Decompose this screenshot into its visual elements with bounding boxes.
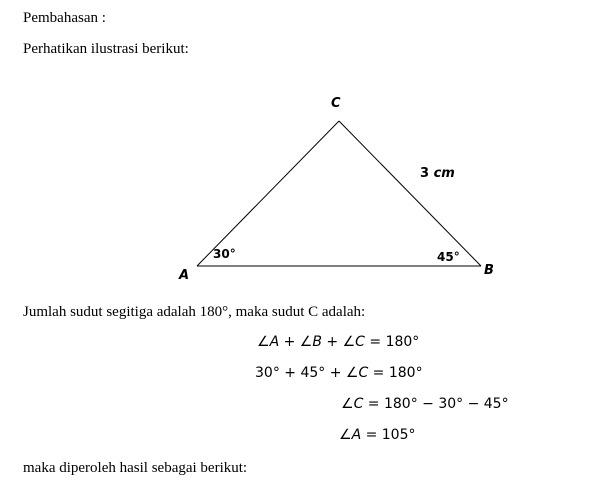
variable-a: A <box>351 427 362 443</box>
equation-rhs: = 180° − 30° − 45° <box>363 396 509 412</box>
side-label-bc <box>420 166 455 181</box>
equation-rhs: = 180° <box>368 365 423 381</box>
equation-line-1 <box>257 333 419 351</box>
angle-label-b: 45° <box>437 250 460 264</box>
vertex-label-b: B <box>484 263 494 278</box>
variable-c: C <box>358 365 369 381</box>
angle-symbol: ∠ <box>299 334 313 350</box>
vertex-label-a: A <box>179 268 190 283</box>
side-bc <box>339 121 481 266</box>
heading-text: Pembahasan : <box>23 10 106 26</box>
equation-line-2 <box>255 364 423 382</box>
angle-symbol: ∠ <box>257 334 270 350</box>
angle-symbol: ∠ <box>345 365 359 381</box>
side-ac <box>197 121 339 266</box>
operator: + <box>279 334 300 350</box>
side-bc-unit: cm <box>433 166 455 181</box>
angle-label-a: 30° <box>213 247 236 261</box>
vertex-label-c: C <box>331 96 341 111</box>
closing-text: maka diperoleh hasil sebagai berikut: <box>23 460 248 476</box>
equation-rhs: = 180° <box>364 334 420 350</box>
variable-a: A <box>269 334 280 350</box>
angle-symbol: ∠ <box>339 427 352 443</box>
variable-b: B <box>312 334 322 350</box>
angle-symbol: ∠ <box>342 334 356 350</box>
variable-c: C <box>355 334 365 350</box>
equation-line-4 <box>339 426 416 444</box>
equation-lhs-terms: 30° + 45° + <box>255 365 346 381</box>
statement-text: Jumlah sudut segitiga adalah 180°, maka sudut C adalah: <box>23 304 366 320</box>
intro-text: Perhatikan ilustrasi berikut: <box>23 41 189 57</box>
angle-symbol: ∠ <box>341 396 354 412</box>
side-bc-value: 3 <box>420 166 430 181</box>
operator: + <box>321 334 343 350</box>
equation-rhs: = 105° <box>361 427 416 443</box>
variable-c: C <box>353 396 364 412</box>
equation-line-3 <box>341 395 509 413</box>
